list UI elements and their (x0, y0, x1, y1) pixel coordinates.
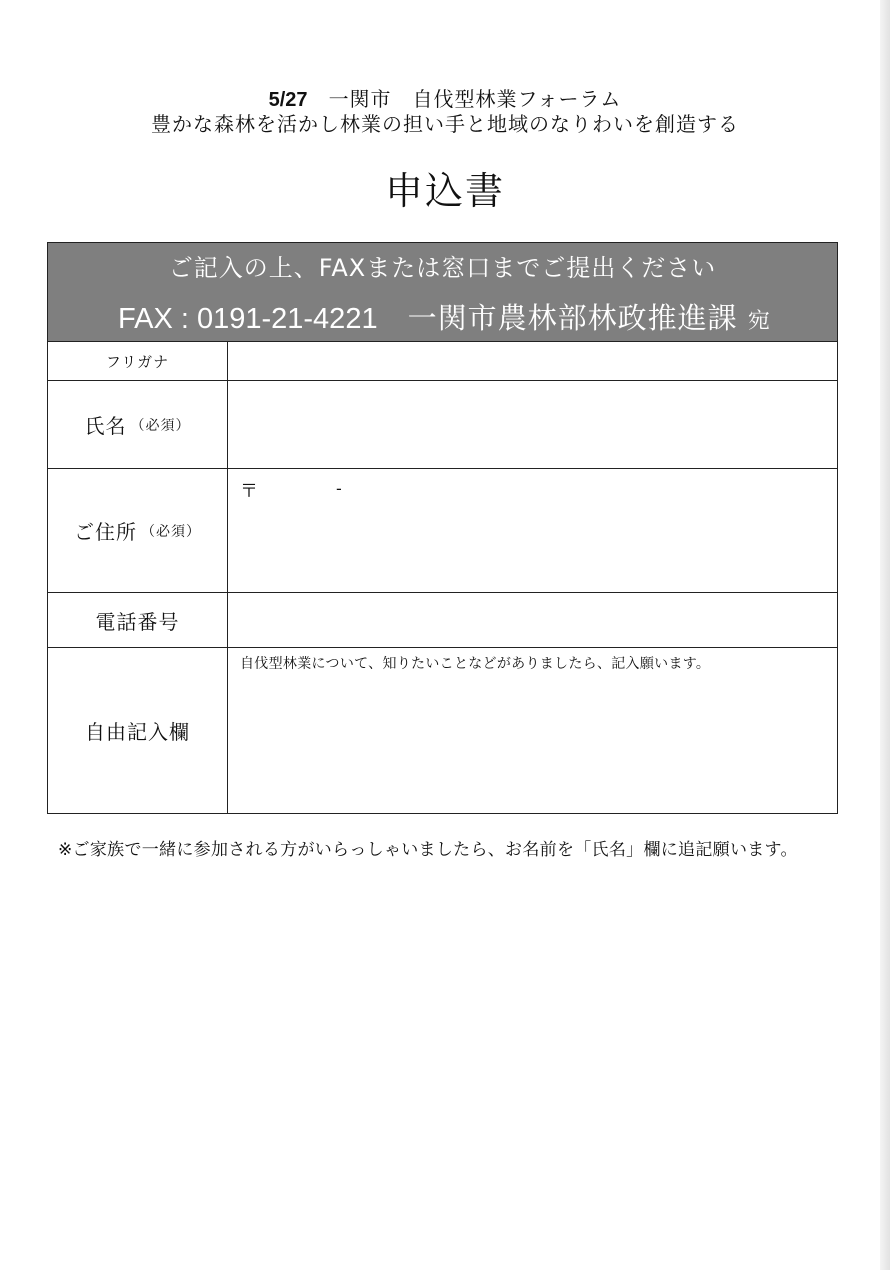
fax-line (118, 296, 771, 337)
phone-label: 電話番号 (48, 593, 228, 647)
phone-row (48, 593, 837, 648)
address-required-mark: （必須） (141, 523, 201, 540)
name-row (48, 381, 837, 469)
free-entry-label: 自由記入欄 (48, 648, 228, 813)
recipient-suffix: 宛 (747, 309, 771, 334)
name-field[interactable] (228, 381, 837, 468)
free-entry-field[interactable] (228, 648, 837, 813)
event-name: 一関市 自伐型林業フォーラム (328, 87, 622, 111)
postal-mark: 〒 (240, 481, 258, 502)
address-label (48, 469, 228, 592)
name-label (48, 381, 228, 468)
phone-field[interactable] (228, 593, 837, 647)
furigana-label: フリガナ (48, 342, 228, 380)
address-row (48, 469, 837, 593)
event-date: 5/27 (268, 89, 308, 111)
application-form-table (47, 242, 838, 814)
form-title: 申込書 (384, 169, 505, 213)
event-subtitle: 豊かな森林を活かし林業の担い手と地域のなりわいを創造する (151, 112, 739, 136)
submission-banner (48, 243, 837, 342)
submission-instruction: ご記入の上、FAXまたは窓口までご提出ください (168, 254, 717, 282)
free-entry-row (48, 648, 837, 813)
recipient-department: 一関市農林部林政推進課 (407, 301, 738, 335)
name-required-mark: （必須） (130, 417, 191, 434)
name-label-text: 氏名 (84, 414, 127, 438)
address-label-text: ご住所 (74, 520, 137, 544)
fax-number: FAX : 0191-21-4221 (118, 303, 378, 335)
free-entry-note: 自伐型林業について、知りたいことなどがありましたら、記入願います。 (240, 656, 711, 672)
furigana-row (48, 342, 837, 381)
furigana-field[interactable] (228, 342, 837, 380)
postal-code-dash: - (336, 479, 342, 498)
address-field[interactable] (228, 469, 837, 592)
family-footnote: ※ご家族で一緒に参加される方がいらっしゃいましたら、お名前を「氏名」欄に追記願います。 (58, 840, 798, 860)
